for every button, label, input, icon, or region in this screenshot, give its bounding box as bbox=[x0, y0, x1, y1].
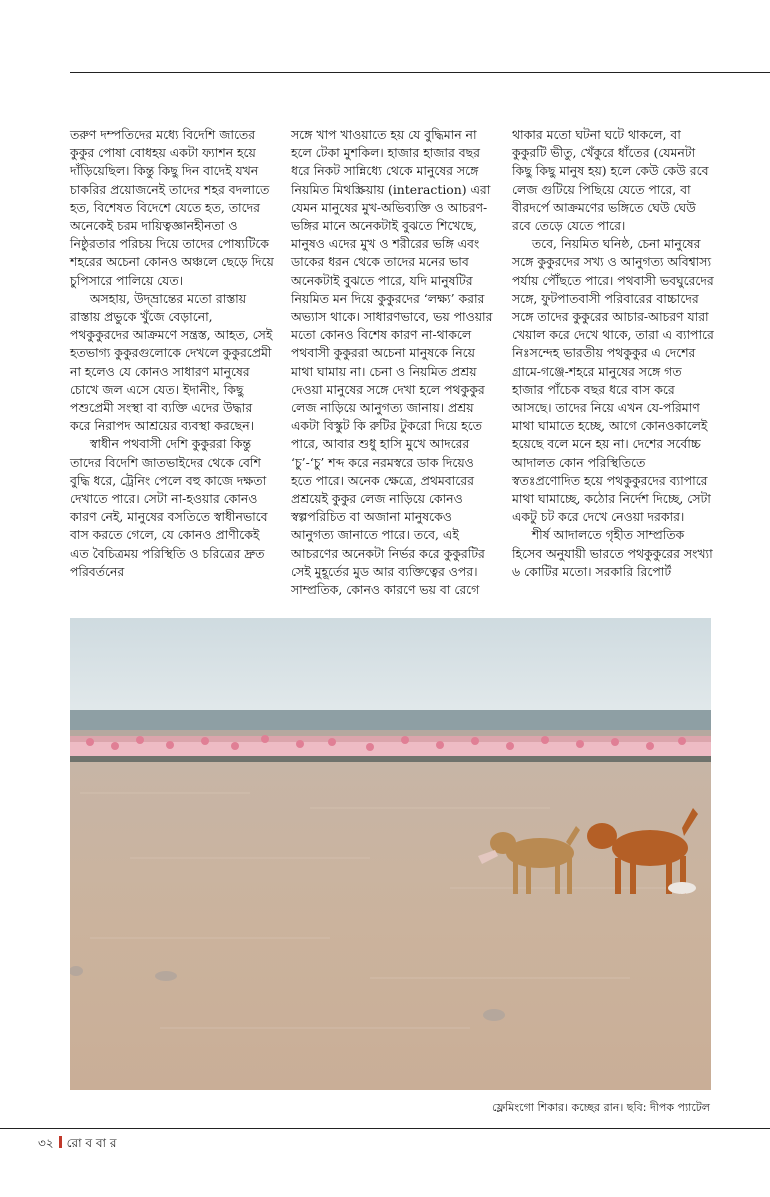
page-number: ৩২ bbox=[38, 1136, 54, 1150]
magazine-name: রো ব বা র bbox=[66, 1136, 117, 1150]
photo-caption: ফ্লেমিংগো শিকার। কচ্ছের রান। ছবি: দীপক প্যাটেল bbox=[492, 1101, 710, 1114]
separator-bar bbox=[59, 1136, 62, 1148]
page-footer bbox=[38, 1135, 116, 1155]
article-column-1 bbox=[70, 126, 275, 581]
sky bbox=[70, 618, 711, 716]
paragraph: স্বাধীন পথবাসী দেশি কুকুররা কিন্তু তাদের বিদেশি জাতভাইদের থেকে বেশি বুদ্ধি ধরে, ট্রেনিং পেলে বহু কাজে দক্ষতা দেখাতে পারে। সেটা না-হওয়ার কোনও কারণ নেই, মানুষের বসতিতে স্বাধীনভাবে বাস করতে গেলে, যে কোনও প্রাণীকেই এত বৈচিত্রময় পরিস্থিতি ও চরিত্রের দ্রুত পরিবর্তনের bbox=[70, 436, 268, 579]
article-column-2 bbox=[291, 126, 494, 599]
flamingo-hunt-photo bbox=[70, 618, 711, 1090]
top-rule bbox=[70, 72, 770, 73]
paragraph: তবে, নিয়মিত ঘনিষ্ঠ, চেনা মানুষের সঙ্গে কুকুরদের সখ্য ও আনুগত্য অবিশ্বাস্য পর্যায় পৌঁছতে পারে। পথবাসী ভবঘুরেদের সঙ্গে, ফুটপাতবাসী পরিবারের বাচ্চাদের সঙ্গে তাদের কুকুরের আচার-আচরণ যারা খেয়াল করে দেখে থাকে, তারা এ ব্যাপারে নিঃসন্দেহ ভারতীয় পথকুকুর এ দেশের গ্রামে-গঞ্জে-শহরে মানুষের সঙ্গে গত হাজার পাঁচেক বছর ধরে বাস করে আসছে। তাদের নিয়ে এখন যে-পরিমাণ মাথা ঘামাতে হচ্ছে, আগে কোনওকালেই হয়েছে বলে মনে হয় না। দেশের সর্বোচ্চ আদালত কোন পরিস্থিতিতে স্বতঃপ্রণোদিত হয়ে পথকুকুরদের ব্যাপারে মাথা ঘামাচ্ছে, কঠোর নির্দেশ দিচ্ছে, সেটা একটু চট করে দেখে নেওয়া দরকার। bbox=[512, 236, 714, 525]
photo-illustration bbox=[70, 618, 711, 1090]
dark-bank bbox=[70, 756, 711, 762]
paragraph: থাকার মতো ঘটনা ঘটে থাকলে, বা কুকুরটি ভীতু, খেঁকুরে ধাঁতের (যেমনটা কিছু কিছু মানুষ হয়) হলে কেউ কেউ রবে লেজ গুটিয়ে পিছিয়ে যেতে পারে, বা বীরদর্পে আক্রমণের ভঙ্গিতে ঘেউ ঘেউ রবে তেড়ে যেতে পারে। bbox=[512, 127, 709, 234]
dead-bird bbox=[668, 882, 696, 894]
paragraph: তরুণ দম্পতিদের মধ্যে বিদেশি জাতের কুকুর পোষা বোধহয় একটা ফ্যাশন হয়ে দাঁড়িয়েছিল। কিন্তু কিছু দিন বাদেই যখন চাকরির প্রয়োজনেই তাদের শহর বদলাতে হত, বিশেষত বিদেশে যেতে হত, তাদের অনেকেই চরম দায়িত্বজ্ঞানহীনতা ও নিষ্ঠুরতার পরিচয় দিয়ে তাদের পোষ্যটিকে শহরের অচেনা কোনও অঞ্চলে ছেড়ে দিয়ে চুপিসারে পালিয়ে যেত। bbox=[70, 127, 274, 288]
bottom-rule bbox=[0, 1128, 770, 1129]
paragraph: সঙ্গে খাপ খাওয়াতে হয় যে বুদ্ধিমান না হলে টেকা মুশকিল। হাজার হাজার বছর ধরে নিকট সান্নিধ্যে থেকে মানুষের সঙ্গে নিয়মিত মিথস্ক্রিয়ায় (interaction) এরা যেমন মানুষের মুখ-অভিব্যক্তি ও আচরণ-ভঙ্গির মানে অনেকটাই বুঝতে শিখেছে, মানুষও এদের মুখ ও শরীরের ভঙ্গি এবং ডাকের ধরন থেকে তাদের মনের ভাব অনেকটাই বুঝতে পারে, যদি মানুষটির নিয়মিত মন দিয়ে কুকুরদের ‘লক্ষ্য’ করার অভ্যাস থাকে। সাধারণভাবে, ভয় পাওয়ার মতো কোনও বিশেষ কারণ না-থাকলে পথবাসী কুকুররা অচেনা মানুষকে নিয়ে মাথা ঘামায় না। চেনা ও নিয়মিত প্রশ্রয় দেওয়া মানুষের সঙ্গে দেখা হলে পথকুকুর লেজ নাড়িয়ে আনুগত্য জানায়। প্রশ্রয় একটা বিস্কুট কি রুটির টুকরো দিয়ে হতে পারে, আবার শুধু হাসি মুখে আদরের ‘চু’-‘চু’ শব্দ করে নরমস্বরে ডাক দিয়েও হতে পারে। অনেক ক্ষেত্রে, প্রথমবারের প্রশ্রয়েই কুকুর লেজ নাড়িয়ে কোনও স্বল্পপরিচিত বা অজানা মানুষকেও আনুগত্য জানাতে পারে। তবে, এই আচরণের অনেকটা নির্ভর করে কুকুরটির সেই মুহূর্তের মুড আর ব্যক্তিত্বের ওপর। সাম্প্রতিক, কোনও কারণে ভয় বা রেগে bbox=[291, 127, 493, 598]
paragraph: শীর্ষ আদালতে গৃহীত সাম্প্রতিক হিসেব অনুযায়ী ভারতে পথকুকুরের সংখ্যা ৬ কোটির মতো। সরকারি রিপোর্ট bbox=[512, 527, 713, 579]
distant-sea bbox=[70, 710, 711, 732]
article-column-3 bbox=[512, 126, 714, 581]
mudflat-water bbox=[70, 762, 711, 1090]
paragraph: অসহায়, উদ্‌ভ্রান্তের মতো রাস্তায় রাস্তায় প্রভুকে খুঁজে বেড়ানো, পথকুকুরদের আক্রমণে সন্ত্রস্ত, আহত, সেই হতভাগ্য কুকুরগুলোকে দেখলে কুকুরপ্রেমী না হলেও যে কোনও সাধারণ মানুষের চোখে জল এসে যেত। ইদানীং, কিছু পশুপ্রেমী সংস্থা বা ব্যক্তি এদের উদ্ধার করে নিরাপদ আশ্রয়ের ব্যবস্থা করছেন। bbox=[70, 290, 273, 434]
